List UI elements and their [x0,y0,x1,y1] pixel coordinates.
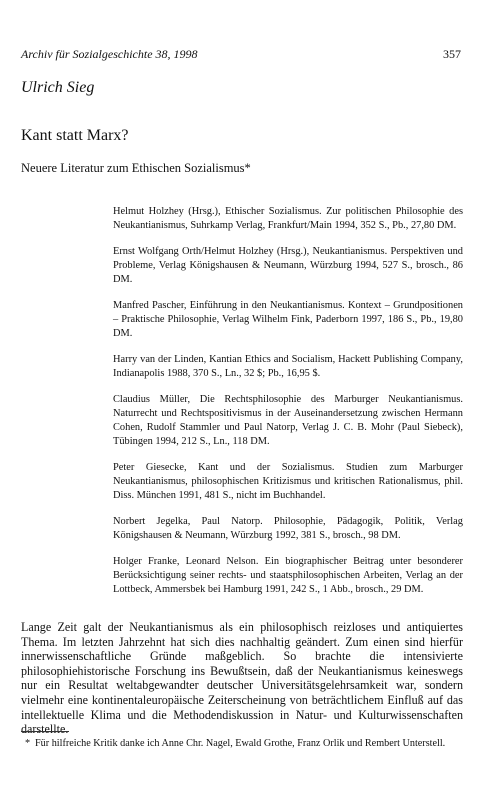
book-reference: Manfred Pascher, Einführung in den Neukantianismus. Kontext – Grundpositionen – Praktische Philosophie, Verlag Wilhelm Fink, Paderborn 1997, 186 S., Pb., 19,80 DM. [113,300,463,339]
article-title: Kant statt Marx? [21,127,129,144]
book-reference: Helmut Holzhey (Hrsg.), Ethischer Sozialismus. Zur politischen Philosophie des Neukantianismus, Suhrkamp Verlag, Frankfurt/Main 1994, 352 S., Pb., 27,80 DM. [113,206,463,231]
footnote-mark: * [25,738,31,749]
page-number: 357 [443,47,461,61]
book-reference: Peter Giesecke, Kant und der Sozialismus. Studien zum Marburger Neukantianismus, philosophischen Kritizismus und kritischen Rationalismus, phil. Diss. München 1991, 481 S., nicht im Buchhandel. [113,462,463,501]
body-paragraph: Lange Zeit galt der Neukantianismus als ein philosophisch reizloses und antiquiertes Thema. Im letzten Jahrzehnt hat sich dies nachhaltig geändert. Zum einen sind hierfür innerwissenschaftliche Gründe maßgeblich. So brachte die intensivierte philosophiehistorische Forschung ins Bewußtsein, daß der Neukantianismus keineswegs nur ein Resultat weltabgewandter deutscher Universitätsgelehrsamkeit war, sondern vielmehr eine kontinentaleuropäische Zeiterscheinung von beträchtlichem Einfluß auf das intellektuelle Klima und die Methodendiskussion in Natur- und Kulturwissenschaften darstellte. [21,620,463,737]
footnote-text: Für hilfreiche Kritik danke ich Anne Chr. Nagel, Ewald Grothe, Franz Orlik und Rembert Unterstell. [35,738,446,749]
footnote [21,737,463,750]
journal-citation: Archiv für Sozialgeschichte 38, 1998 [21,47,198,61]
book-reference: Claudius Müller, Die Rechtsphilosophie des Marburger Neukantianismus. Naturrecht und Rechtspositivismus in der Auseinandersetzung zwischen Hermann Cohen, Rudolf Stammler und Paul Natorp, Verlag J. C. B. Mohr (Paul Siebeck), Tübingen 1994, 212 S., Ln., 118 DM. [113,394,463,447]
article-subtitle: Neuere Literatur zum Ethischen Sozialismus* [21,161,251,175]
article-author: Ulrich Sieg [21,79,95,96]
book-reference: Harry van der Linden, Kantian Ethics and Socialism, Hackett Publishing Company, Indianapolis 1988, 370 S., Ln., 32 $; Pb., 16,95 $. [113,354,463,379]
reviewed-books-list [113,205,463,609]
book-reference: Norbert Jegelka, Paul Natorp. Philosophie, Pädagogik, Politik, Verlag Königshausen & Neumann, Würzburg 1992, 381 S., brosch., 98 DM. [113,516,463,541]
footnote-divider [21,731,69,732]
book-reference: Ernst Wolfgang Orth/Helmut Holzhey (Hrsg.), Neukantianismus. Perspektiven und Probleme, Verlag Königshausen & Neumann, Würzburg 1994, 527 S., brosch., 86 DM. [113,246,463,285]
book-reference: Holger Franke, Leonard Nelson. Ein biographischer Beitrag unter besonderer Berücksichtigung seiner rechts- und staatsphilosophischen Arbeiten, Verlag an der Lottbeck, Ammersbek bei Hamburg 1991, 242 S., 1 Abb., brosch., 29 DM. [113,556,463,595]
